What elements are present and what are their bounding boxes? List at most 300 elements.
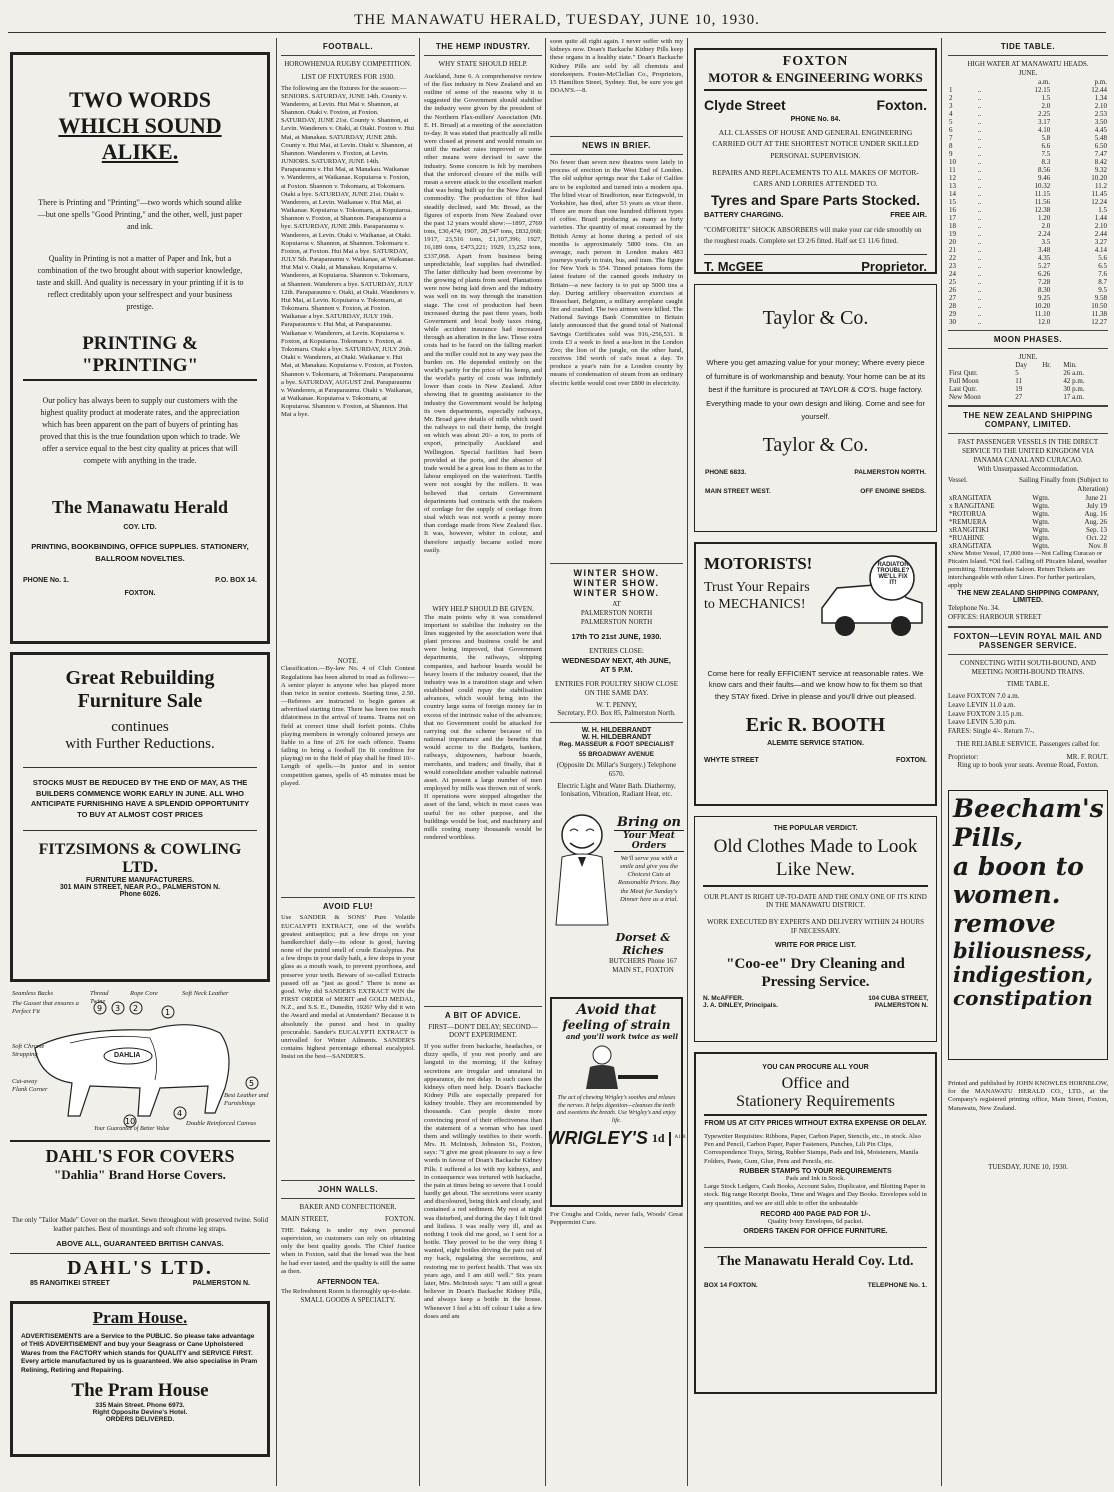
- beecham-line-6: biliousness,: [953, 937, 1093, 963]
- tide-leader: ..: [977, 245, 982, 254]
- pram-title: Pram House.: [92, 1307, 188, 1327]
- tide-row: [948, 270, 1108, 278]
- mail-proprietor-label: Proprietor:: [948, 752, 979, 761]
- tide-leader: ..: [977, 197, 982, 206]
- tide-cell: 4.35: [1037, 253, 1051, 262]
- winter-entries: ENTRIES CLOSE:: [589, 647, 644, 656]
- tide-leader: ..: [977, 237, 982, 246]
- tide-subheading: HIGH WATER AT MANAWATU HEADS.: [967, 60, 1089, 68]
- tide-row: [948, 142, 1108, 150]
- ship-cell: Wgtn.: [1032, 517, 1050, 526]
- taylor-title-2: Taylor & Co.: [762, 433, 869, 456]
- mail-leave-1: Leave FOXTON 7.0 a.m.: [948, 692, 1020, 701]
- tide-cell: 9.58: [1094, 293, 1107, 302]
- tide-cell: 4: [949, 109, 953, 118]
- tide-cell: 12.44: [1091, 85, 1107, 94]
- ship-fast: FAST PASSENGER VESSELS IN THE DIRECT SERVICE TO THE UNITED KINGDOM VIA PANAMA CANAL AND CURACAO.: [957, 438, 1099, 464]
- tide-leader: ..: [977, 261, 982, 270]
- taylor-title-1: Taylor & Co.: [762, 307, 869, 329]
- taylor-body: Where you get amazing value for your money; Where every piece of furniture is of workmanship and beauty. Your home can be at its best if the furniture is procured at TAYLOR & CO'S. huge factory. Everything made to your own design and liking. Come and see for yourself.: [705, 358, 926, 421]
- tide-leader: ..: [977, 253, 982, 262]
- ship-cell: Aug. 26: [1084, 517, 1107, 526]
- pram-address: 335 Main Street. Phone 6973.: [95, 1402, 185, 1410]
- winter-poultry: ENTRIES FOR POULTRY SHOW CLOSE ON THE SAME DAY.: [554, 680, 679, 697]
- woods-cure: For Coughs and Colds, never fails, Woods' Great Peppermint Cure.: [550, 1211, 683, 1227]
- hild-name-2: W. H. HILDEBRANDT: [581, 734, 652, 741]
- herald-phone: PHONE No. 1.: [23, 577, 69, 584]
- stat-herald: The Manawatu Herald Coy. Ltd.: [704, 1247, 927, 1270]
- masthead-rule: [8, 32, 1106, 33]
- column-6: [948, 38, 1108, 1486]
- booth-alemite: ALEMITE SERVICE STATION.: [767, 739, 864, 747]
- taylor-main: MAIN STREET WEST.: [705, 487, 771, 495]
- tide-row: [948, 246, 1108, 254]
- tide-month: JUNE.: [1018, 68, 1038, 77]
- dahl-label-7: Cut-away Flank Corner: [12, 1078, 48, 1094]
- tide-cell: 5.8: [1041, 133, 1051, 142]
- tide-cell: 11.56: [1034, 197, 1051, 206]
- herald-town: FOXTON.: [124, 590, 156, 597]
- wrig-avoid: Avoid that: [576, 1002, 657, 1018]
- tide-cell: 13: [949, 181, 956, 190]
- tide-cell: 1.5: [1098, 205, 1107, 214]
- car-illustration: [817, 548, 927, 648]
- tide-cell: 4.14: [1094, 245, 1107, 254]
- tide-cell: 2.53: [1094, 109, 1107, 118]
- tide-row: [948, 230, 1108, 238]
- pram-orders: ORDERS DELIVERED.: [105, 1416, 175, 1424]
- beecham-line-3: a boon to: [953, 851, 1084, 881]
- herald-pobox: P.O. BOX 14.: [215, 577, 257, 584]
- ship-cell: x RANGITANE: [949, 501, 995, 510]
- cooee-mcaffer: N. McAFFER.: [703, 994, 744, 1002]
- tide-leader: ..: [977, 165, 982, 174]
- ship-cell: xRANGITIKI: [949, 525, 989, 534]
- tide-cell: 21: [949, 245, 956, 254]
- svg-text:4: 4: [177, 1109, 183, 1118]
- ship-row: [948, 526, 1108, 534]
- tide-heading: TIDE TABLE.: [1000, 42, 1056, 51]
- news-body: No fewer than seven new theatres were lately in process of erection in the West End of London. The old sulphur springs near the Lake of Galilee are to be exploited and turned into a modern spa. The blind vicar of Bradforton, near Ecingwold, in Yorkshire, has died, after 53 years as vicar there. There are more than one hundred different types of coffee. Brazil producing as many as forty varieties. The quantity of meat consumed by the British Army at home during a period of six months is approximately 5800 tons. On an average, each person in London makes 483 journeys yearly in train, bus, and tram. The figure for New York is 554. Tinned potatoes form the latest feature of the canned goods industry in Britain—a new factory is to put up 5000 tins a day. During artillery observation exercises at Brasschaet, Belgium, a military aeroplane caught fire and crashed. The two airmen were killed. The National Savings Bank Committee in Britain lately announced that the grand total of National Savings Certificates sold was 916,-256,531. It costs £3 a week to feed a sea-lion in the London Zoo; the lion of the jungle, on the other hand, receives 18d worth of cat's meat a day. To produce a year's rain for a London county by means of condensation of steam from an ordinary electric kettle would cost over £800 in electricity.: [550, 159, 683, 387]
- advice-heading: A BIT OF ADVICE.: [444, 1010, 522, 1020]
- wrig-logo-row: [547, 1128, 686, 1149]
- news-heading: NEWS IN BRIEF.: [582, 141, 651, 150]
- mail-proprietor: MR. F. ROUT.: [1066, 752, 1108, 761]
- ship-row: [948, 494, 1108, 502]
- tide-cell: 9.5: [1098, 285, 1107, 294]
- wrig-body: The act of chewing Wrigley's soothes and relaxes the nerves. It helps digestion—cleanses the teeth and sweetens the breath. Use Wrigley's and enjoy life.: [557, 1095, 676, 1124]
- tide-leader: ..: [977, 173, 982, 182]
- ship-cell: Wgtn.: [1032, 509, 1050, 518]
- printing-paragraph-1: There is Printing and "Printing"—two words which sound alike—but one spells "Good Printing," and the other, well, just paper and ink.: [37, 198, 243, 231]
- tide-cell: 4.45: [1094, 125, 1107, 134]
- fm-proprietor: Proprietor.: [861, 259, 927, 275]
- hemp-body-2: The main points why it was considered important to stabilise the industry on the lines suggested by the association were that plant process and business could be and were being improved, that Government departments, the railways, shipping companies, and harbour boards would be heavy losers if the industry ceased, that the industry was in a transition stage and when established could repay the stabilisation advances, which would bring into the country large sums of foreign money far in excess of the intrinsic value of the advances; that no Government could be attacked for carrying out the scheme because of its national importance and the benefits that would accrue to the Budgets, bankers, railways, shipowners, harbour boards, merchants, and traders; and finally, that it would consolidate another valuable national asset. At present a large number of men employed by mills was thrown out of work. If operations were stopped altogether the asset of the land, which in most cases was useful for no other purpose, and the buildings would be lost, and machinery and mills costing many thousands would be rendered worthless.: [424, 613, 542, 842]
- printing-title-1: TWO WORDS: [68, 87, 211, 112]
- tide-leader: ..: [977, 93, 982, 102]
- tide-cell: 27: [949, 293, 956, 302]
- cooee-write: WRITE FOR PRICE LIST.: [775, 941, 856, 949]
- moon-row: [948, 377, 1108, 385]
- tide-cell: 15: [949, 197, 956, 206]
- fm-comforite: "COMFORITE" SHOCK ABSORBERS will make your car ride smoothly on the roughest roads. Complete set £3 2/6 fitted. Half set £1 11/6 fitted.: [704, 226, 922, 245]
- moon-cell: 17 a.m.: [1063, 393, 1085, 402]
- man-writing-icon: [572, 1041, 662, 1091]
- meat-body: We'll serve you with a smile and give you the Choicest Cuts at Reasonable Prices. Buy the Meat for Sunday's Dinner here as a trial.: [618, 855, 680, 903]
- cooee-city: PALMERSTON N.: [874, 1001, 928, 1009]
- tide-leader: ..: [977, 317, 982, 326]
- fitz-phone: Phone 6026.: [119, 891, 161, 898]
- tide-cell: 2.25: [1037, 109, 1051, 118]
- cooee-service: "Coo-ee" Dry Cleaning and Pressing Service.: [726, 955, 905, 990]
- ship-row: [948, 534, 1108, 542]
- tide-cell: 5.48: [1094, 133, 1107, 142]
- tide-cell: 10.20: [1034, 301, 1051, 310]
- ship-cell: Oct. 22: [1086, 533, 1107, 542]
- tide-row: [948, 302, 1108, 310]
- tide-leader: ..: [977, 221, 982, 230]
- svg-text:10: 10: [125, 1117, 136, 1126]
- hildebrandt-advert: [550, 727, 683, 799]
- dahl-advert: [10, 988, 270, 1218]
- stat-tel: TELEPHONE No. 1.: [867, 1282, 927, 1290]
- winter-dates: 17th TO 21st JUNE, 1930.: [571, 632, 662, 642]
- tide-leader: ..: [977, 125, 982, 134]
- tide-cell: 10: [949, 157, 956, 166]
- moon-row: [948, 369, 1108, 377]
- tide-leader: ..: [977, 213, 982, 222]
- imprint: Printed and published by JOHN KNOWLES HORNBLOW, for the MANAWATU HERALD CO., LTD., at the Company's registered printing office, Main Street, Foxton, Manawatu, New Zealand.: [948, 1080, 1108, 1112]
- ship-row: [948, 510, 1108, 518]
- dahl-address-1: 85 RANGITIKEI STREET: [30, 1279, 110, 1287]
- dahl-label-10: Your Guarantee of Better Value: [94, 1126, 170, 1132]
- column-1: [10, 38, 270, 1486]
- moon-table: [948, 361, 1108, 401]
- tide-cell: 6.26: [1037, 269, 1051, 278]
- tide-cell: 1.20: [1037, 213, 1051, 222]
- tide-cell: 12.38: [1034, 205, 1051, 214]
- tide-table: [948, 78, 1108, 326]
- dahl-body: The only "Tailor Made" Cover on the market. Sewn throughout with preserved twine. Solid leather patches. Best of mountings and soft chrome leg straps.: [11, 1216, 269, 1233]
- football-note-heading: NOTE.: [337, 656, 359, 665]
- hemp-subheading: WHY STATE SHOULD HELP.: [438, 60, 528, 68]
- mail-ring: Ring up to book your seats. Avenue Road, Foxton.: [957, 761, 1099, 770]
- tide-cell: 5.6: [1098, 253, 1107, 262]
- tide-cell: 1.34: [1094, 93, 1107, 102]
- tide-leader: ..: [977, 85, 982, 94]
- football-note-body: Classification.—By-law No. 4 of Club Contest Regulations has been altered to read as follows:— A senior player is anyone who has played more than twice in senior contests. Starting time, 2.50.—Referees are instructed to begin games at advertised starting time. There has been too much dilatoriness in the arrival of teams. Teams not on field at correct time shall forfeit points. Clubs playing members in wrongly coloured jerseys are liable to a fine of 2/6 for each offence. Teams failing to bring a football (in fit condition for playing) on to the field of play shall be fined 10/-. Length of spells.—In junior and in senior competition games, spells of 45 minutes must be played.: [281, 665, 415, 787]
- ship-cell: Nov. 8: [1088, 541, 1107, 550]
- tide-row: [948, 214, 1108, 222]
- moon-cell: 27: [1015, 393, 1023, 402]
- tide-cell: 7.47: [1094, 149, 1107, 158]
- moon-col-min: Min.: [1063, 361, 1077, 370]
- tide-cell: 9.25: [1037, 293, 1051, 302]
- tide-cell: 17: [949, 213, 956, 222]
- tide-cell: 11.2: [1095, 181, 1107, 190]
- column-divider: [941, 38, 942, 1486]
- tide-cell: 14: [949, 189, 956, 198]
- trust-repairs: Trust Your Repairs to MECHANICS!: [704, 580, 810, 612]
- tide-leader: ..: [977, 189, 982, 198]
- tide-cell: 8.3: [1041, 157, 1051, 166]
- fm-battery: BATTERY CHARGING.: [704, 210, 784, 220]
- column-2: [281, 38, 415, 1486]
- wrig-strain: feeling of strain: [562, 1018, 671, 1032]
- moon-cell: 30 p.m.: [1063, 385, 1085, 394]
- tide-cell: 3.17: [1037, 117, 1051, 126]
- tide-cell: 2.0: [1041, 221, 1051, 230]
- moon-cell: 11: [1015, 377, 1023, 386]
- tide-cell: 12.0: [1037, 317, 1051, 326]
- beecham-line-5: remove: [953, 909, 1056, 939]
- ship-cell: Wgtn.: [1032, 501, 1050, 510]
- ship-nz: THE NEW ZEALAND SHIPPING COMPANY, LIMITED.: [957, 590, 1099, 605]
- dahl-advert-lower: [10, 1216, 270, 1287]
- tide-cell: 22: [949, 253, 956, 262]
- fitz-sub: FURNITURE MANUFACTURERS.: [85, 877, 195, 884]
- tide-cell: 5: [949, 117, 953, 126]
- mail-fares: FARES: Single 4/-. Return 7/-.: [948, 727, 1035, 736]
- tide-leader: ..: [977, 293, 982, 302]
- walls-refresh: The Refreshment Room is thoroughly up-to-date.: [281, 1287, 412, 1295]
- beecham-line-4: women.: [953, 880, 1061, 910]
- tide-cell: 10.50: [1091, 301, 1107, 310]
- football-heading: FOOTBALL.: [322, 42, 374, 51]
- tide-cell: 10.20: [1091, 173, 1107, 182]
- stationery-advert: [694, 1052, 937, 1394]
- ship-cell: Wgtn.: [1032, 541, 1050, 550]
- beecham-line-2: Pills,: [953, 822, 1024, 852]
- column-divider: [419, 38, 420, 1486]
- masthead: THE MANAWATU HERALD, TUESDAY, JUNE 10, 1930.: [354, 12, 760, 28]
- tide-leader: ..: [977, 205, 982, 214]
- fitz-title-3: continues: [111, 719, 169, 735]
- dahl-title-1: DAHL'S FOR COVERS: [10, 1140, 270, 1167]
- tide-cell: 7.28: [1037, 277, 1051, 286]
- meat-orders: Your Meat Orders: [614, 830, 684, 852]
- fm-clyde: Clyde Street: [704, 97, 786, 113]
- tide-row: [948, 310, 1108, 318]
- fm-foxton: FOXTON: [782, 54, 849, 69]
- stat-ivory: Quality Ivory Envelopes, 6d packet.: [767, 1217, 864, 1225]
- fitz-body: STOCKS MUST BE REDUCED BY THE END OF MAY, AS THE BUILDERS COMMENCE WORK EARLY IN JUNE. ALL WHO ANTICIPATE FURNISHING HAVE A SPLENDID OPPORTUNITY TO BUY AT ALMOST COST PRICES: [23, 767, 257, 831]
- fitz-name: FITZSIMONS & COWLING LTD.: [38, 841, 242, 876]
- ship-cell: *RUAHINE: [949, 533, 984, 542]
- walls-line-2: MAIN STREET,: [281, 1215, 329, 1224]
- ship-cell: June 21: [1085, 493, 1107, 502]
- booth-town: FOXTON.: [896, 756, 927, 764]
- dahl-name: DAHL'S LTD.: [10, 1253, 270, 1280]
- fm-body-1: ALL CLASSES OF HOUSE AND GENERAL ENGINEERING CARRIED OUT AT THE SHORTEST NOTICE UNDER SKILLED PERSONAL SUPERVISION.: [712, 128, 919, 160]
- stat-rubber: RUBBER STAMPS TO YOUR REQUIREMENTS: [739, 1167, 892, 1175]
- fitz-address: 301 MAIN STREET, NEAR P.O., PALMERSTON N.: [59, 884, 221, 891]
- tide-cell: 2.24: [1037, 229, 1051, 238]
- booth-name: Eric R. BOOTH: [745, 713, 886, 736]
- wrig-twice: and you'll work twice as well: [565, 1032, 678, 1041]
- svg-text:9: 9: [97, 1004, 103, 1013]
- moon-cell: 42 p.m.: [1063, 377, 1085, 386]
- tide-row: [948, 318, 1108, 326]
- tide-row: [948, 126, 1108, 134]
- ship-telephone: Telephone No. 34.: [948, 604, 1000, 613]
- ship-vessel-header: Vessel.: [948, 476, 968, 485]
- tide-cell: 7: [949, 133, 953, 142]
- tide-row: [948, 294, 1108, 302]
- tide-cell: 30: [949, 317, 956, 326]
- dorset-butchers: BUTCHERS Phone 167: [608, 957, 678, 965]
- dahlia-brand: DAHLIA: [114, 1052, 141, 1059]
- tide-row: [948, 110, 1108, 118]
- bring-on: Bring on: [617, 815, 681, 830]
- tide-cell: 3.48: [1037, 245, 1051, 254]
- dahl-label-6: Soft Chrome Strapping: [12, 1043, 45, 1059]
- gum-packet-icon: [669, 1132, 671, 1146]
- mail-leave-3: Leave FOXTON 3.15 p.m.: [948, 709, 1024, 718]
- hemp-body: Auckland, June 6. A comprehensive review of the flax industry in New Zealand and an outline of some of the reasons why it is suggested the Government should stabilise the industry were given by the president of the Northern Flax-millers' Association (Mr. E. H. Broad) at a meeting of the association to-day. It was stated that practically all mills were closed at present and would remain so until the market rates improved or some other means were devised to save the industry. Some concern is felt by members that the enforced closure of the mills will mean a severe attack to the excellent market that was being built up for the New Zealand commodity. The production of fibre had steadily declined, said Mr. Broad, as the figures of exports from New Zealand over the past 12 years would show:—1897, 2769 tons, £30,474; 1907, 28,547 tons, £832,068; 1917, 23,516 tons, £1,107,396; 1927, 16,189 tons, £473,221; 1929, 13,252 tons, £337,068. Apart from business being unpredictable, leaf supplies had dwindled. The latter difficulty had been overcome by the growing of plants from seed. Plantations were now being laid down and the industry was well on its way through the transition stage. The cost of production had been increased during the past three years, both Government and local body taxes rising, while accident insurance had increased through an alteration in the law. Those extra costs had to be faced on the falling market and the miller could not in any way pass the burden on. He depended entirely on the world's parity for the price of his hemp, and the world's parity of costs was infinitely lower than costs in New Zealand. After showing that in granting assistance to the industry the Government would be helping its own departments, especially railways, Mr. Broad gave details of mills which used the railways to rail their hemp, the freight on which was about 20/- a ton, to ports of export, principally Auckland and Wellington. Special facilities had been provided at the ports, and the absence of trade would be a great loss to them as to the labour employed on the waterfront. Tariffs were not sought by the millers. It was believed that certain Government departments had contracts with the makers of cordage for the supply of cordage from sisal which was not worth a penny more than cordage made from New Zealand flax. It was, however, whiter in colour, and therefore unjustly became soiled more easily.: [424, 72, 542, 554]
- beechams-advert: [948, 790, 1108, 1060]
- tide-cell: 12.15: [1034, 85, 1051, 94]
- fitz-title-2: Furniture Sale: [77, 690, 203, 712]
- stat-box: BOX 14 FOXTON.: [704, 1282, 758, 1290]
- fitzsimons-advert: [10, 652, 270, 982]
- ship-cell: *REMUERA: [949, 517, 987, 526]
- football-list: LIST OF FIXTURES FOR 1930.: [301, 72, 395, 81]
- tide-leader: ..: [977, 157, 982, 166]
- tide-row: [948, 158, 1108, 166]
- dorset-block: [602, 931, 684, 975]
- fm-body-2: REPAIRS AND REPLACEMENTS TO ALL MAKES OF MOTOR-CARS AND LORRIES ATTENDED TO.: [712, 167, 919, 188]
- svg-text:5: 5: [249, 1079, 255, 1088]
- tide-row: [948, 254, 1108, 262]
- tide-row: [948, 222, 1108, 230]
- moon-cell: [1041, 385, 1062, 393]
- fitz-title-1: Great Rebuilding: [65, 667, 215, 689]
- tide-cell: 3.27: [1094, 237, 1107, 246]
- column-5: [694, 38, 937, 1486]
- taylor-phone: PHONE 6833.: [705, 468, 747, 476]
- walls-tea: AFTERNOON TEA.: [316, 1278, 380, 1286]
- dahl-label-3: Rope Core: [130, 990, 158, 997]
- tide-row: [948, 190, 1108, 198]
- tide-cell: 2.10: [1094, 101, 1107, 110]
- cooee-dinley: J. A. DINLEY, Principals.: [703, 1001, 778, 1009]
- hild-name-1: W. H. HILDEBRANDT: [581, 727, 652, 734]
- tide-cell: 8.56: [1037, 165, 1051, 174]
- winter-wed: WEDNESDAY NEXT, 4th JUNE,: [562, 656, 671, 665]
- tide-leader: ..: [977, 141, 982, 150]
- imprint-date: TUESDAY, JUNE 10, 1930.: [988, 1162, 1068, 1171]
- winter-time: AT 5 P.M.: [600, 665, 633, 674]
- mail-heading: FOXTON—LEVIN ROYAL MAIL AND PASSENGER SERVICE.: [953, 631, 1103, 650]
- tide-leader: ..: [977, 117, 982, 126]
- column-3: [424, 38, 542, 1486]
- hemp-heading: THE HEMP INDUSTRY.: [435, 42, 531, 51]
- butcher-figure-icon: [550, 807, 620, 927]
- tide-row: [948, 174, 1108, 182]
- hemp-why-heading: WHY HELP SHOULD BE GIVEN.: [432, 604, 534, 613]
- ship-cell: Wgtn.: [1032, 533, 1050, 542]
- ship-sailing-header: Sailing Finally from (Subject to Alteration): [1018, 476, 1108, 493]
- moon-cell: 26 a.m.: [1063, 369, 1085, 378]
- tide-cell: 7.5: [1041, 149, 1051, 158]
- booth-street: WHYTE STREET: [704, 756, 759, 764]
- pram-name: The Pram House: [71, 1380, 209, 1402]
- tide-cell: 5.27: [1037, 261, 1051, 270]
- tide-leader: ..: [977, 181, 982, 190]
- tide-cell: 2.0: [1041, 101, 1051, 110]
- taylor-off: OFF ENGINE SHEDS.: [860, 487, 926, 495]
- winter-show-3: WINTER SHOW.: [573, 588, 660, 598]
- ship-cell: Aug. 16: [1084, 509, 1107, 518]
- tide-row: [948, 94, 1108, 102]
- tide-cell: 7.6: [1098, 269, 1107, 278]
- tide-row: [948, 262, 1108, 270]
- tide-leader: ..: [977, 229, 982, 238]
- fm-air: FREE AIR.: [890, 210, 927, 220]
- dorset-riches-advert: [550, 807, 683, 997]
- moon-cell: [1041, 369, 1062, 377]
- printing-title-3: PRINTING & "PRINTING": [23, 333, 257, 381]
- herald-coy: COY. LTD.: [123, 524, 157, 531]
- ship-row: [948, 518, 1108, 526]
- tide-cell: 1.44: [1094, 213, 1107, 222]
- winter-secretary: Secretary, P.O. Box 85, Palmerston North.: [557, 709, 676, 718]
- motorists: MOTORISTS!: [704, 554, 813, 573]
- walls-line-3: FOXTON.: [384, 1215, 415, 1224]
- hild-electric: Electric Light and Water Bath. Diathermy, Ionisation, Vibration, Radiant Heat, etc.: [557, 781, 676, 799]
- stat-record: RECORD 400 PAGE PAD FOR 1/-.: [760, 1210, 871, 1218]
- taylor-advert: [694, 284, 937, 532]
- tide-cell: 16: [949, 205, 956, 214]
- tide-cell: 3: [949, 101, 953, 110]
- ship-with: With Unsurpassed Accommodation.: [977, 464, 1079, 473]
- tide-leader: ..: [977, 269, 982, 278]
- football-subheading: HOROWHENUA RUGBY COMPETITION.: [284, 60, 412, 68]
- tide-cell: 11.10: [1034, 309, 1051, 318]
- tide-row: [948, 86, 1108, 94]
- cooee-plant: OUR PLANT IS RIGHT UP-TO-DATE AND THE ONLY ONE OF ITS KIND IN THE MANAWATU DISTRICT.: [704, 892, 927, 910]
- ship-notes: xNew Motor Vessel, 17,000 tons —Not Calling Curacao or Pitcairn Island. *Oil fuel. Calling off Pitcairn Island, weather permitting. †Intermediate Saloon. Return Tickets are interchangeable with other Lines. For further particulars, apply: [948, 549, 1107, 590]
- ship-cell: *ROTORUA: [949, 509, 987, 518]
- walls-small-goods: SMALL GOODS A SPECIALTY.: [300, 1295, 396, 1304]
- tide-cell: 1: [949, 85, 953, 94]
- dahl-address-2: PALMERSTON N.: [192, 1279, 250, 1287]
- advice-subheading: FIRST—DON'T DELAY; SECOND—DON'T EXPERIMENT.: [428, 1022, 538, 1040]
- ship-cell: Wgtn.: [1032, 493, 1050, 502]
- tide-leader: ..: [977, 309, 982, 318]
- avoid-flu-body: Use SANDER & SONS' Pure Volatile EUCALYPTI EXTRACT, one of the world's greatest antiseptics; put a few drops on your handkerchief daily—its odour is good, having none of the putrid smell of crude Eucalyptus. Put a few drops in your daily bath, a few drops in your glass as a mouth wash, to prevent pyorrhoea, and preserve your teeth. Beware of so-called Extracts passed off as "just as good." There is none as good. Why did SANDER'S EXTRACT WIN the FIRST ORDER of MERIT and GOLD MEDAL, N.Z., and S.S. E., Dunedin, 1926? Why did it win the Award and medal at Amsterdam? Because it is absolutely the purest and best in quality procurable. Sander's EUCALYPTI EXTRACT is unrivalled for Winter Ailments. SANDER'S contains highest percentage ethereal eucalyptol. Insist on the best—SANDER'S.: [281, 914, 415, 1061]
- tide-leader: ..: [977, 149, 982, 158]
- tide-cell: 9: [949, 149, 953, 158]
- tide-cell: 11.45: [1091, 189, 1107, 198]
- dahl-label-5: The Gusset that ensures a Perfect Fit: [12, 1000, 79, 1016]
- tide-cell: 2.44: [1094, 229, 1107, 238]
- football-fixtures: SENIORS. SATURDAY, JUNE 14th. County v. Wanderers, at Levin. Hui Mai v. Shannon, at Shannon. Otaki v. Foxton, at Foxton. SATURDAY, JUNE 21st. County v. Shannon, at Levin. Wanderers v. Otaki, at Otaki. Foxton v. Hui Mai, at Manakau. SATURDAY, JUNE 28th. County v. Hui Mai, at Levin. Otaki v. Shannon, at Shannon. Wanderers v. Foxton, at Levin. JUNIORS. SATURDAY, JUNE 14th. Paraparaumu v. Hui Mai, at Manakau. Waikanae v. Wanderers, at Waikanae. Kopuiaroa v. Foxton, at Foxton. Shannon v. Tokomaru, at Tokomaru. Otaki a bye. SATURDAY, JUNE 21st. Otaki v. Wanderers, at Levin. Waikanae v. Hui Mai, at Waikanae. Kopuiaroa v. Tokomaru, at Kopuiaroa. Shannon v. Foxton, at Shannon. Paraparaumu a bye. SATURDAY, JUNE 28th. Paraparaumu v. Wanderers, at Levin. Otaki v. Waikanae, at Otaki. Kopuiaroa v. Shannon, at Shannon. Tokomaru v. Foxton, at Foxton. Hui Mai a bye. SATURDAY, JULY 5th. Paraparaumu v. Waikanae, at Waikanae. Hui Mai v. Otaki, at Manakau. Kopuiaroa v. Wanderers, at Kopuiaroa. Shannon v. Tokomaru, at Shannon. Wanderers a bye. SATURDAY, JULY 12th. Paraparaumu v. Otaki, at Otaki. Wanderers v. Hui Mai, at Levin. Kopuiaroa v. Tokomaru, at Tokomaru. Shannon v. Foxton, at Foxton. Waikanae a bye. SATURDAY, JULY 19th. Paraparaumu v. Hui Mai, at Paraparaumu. Waikanae v. Wanderers, at Levin. Kopuiaroa v. Foxton, at Kopuiaroa. Tokomaru v. Foxton, at Tokomaru. Otaki a bye. SATURDAY, JULY 26th. Otaki v. Wanderers, at Otaki. Waikanae v. Hui Mai, at Manakau. Kopuiaroa v. Foxton, at Foxton. Shannon v. Tokomaru, at Tokomaru. Paraparaumu a bye. SATURDAY, AUGUST 2nd. Paraparaumu v. Wanderers, at Paraparaumu. Otaki v. Waikanae, at Waikanae. Kopuiaroa v. Tokomaru, at Kopuiaroa. Shannon v. Foxton, at Shannon. Hui Mai a bye.: [281, 92, 415, 419]
- booth-body: Come here for really EFFICIENT service at reasonable rates. We know cars and their faults—and we know how to fix them so that they STAY fixed. Drive in please and you'll drive out pleased.: [707, 669, 924, 701]
- tide-cell: 9.32: [1094, 165, 1107, 174]
- tide-cell: 10.32: [1034, 181, 1051, 190]
- fm-tyres: Tyres and Spare Parts Stocked.: [710, 192, 921, 209]
- dahl-label-8: Best Leather and Furnishings: [224, 1092, 269, 1108]
- moon-row: [948, 385, 1108, 393]
- dahl-title-3: ABOVE ALL, GUARANTEED BRITISH CANVAS.: [56, 1238, 224, 1248]
- herald-name: The Manawatu Herald: [51, 497, 228, 517]
- fm-motor: MOTOR & ENGINEERING WORKS: [704, 70, 927, 91]
- beecham-line-7: indigestion,: [953, 962, 1094, 988]
- moon-cell: New Moon: [949, 393, 981, 402]
- winter-show-advert: [550, 568, 683, 718]
